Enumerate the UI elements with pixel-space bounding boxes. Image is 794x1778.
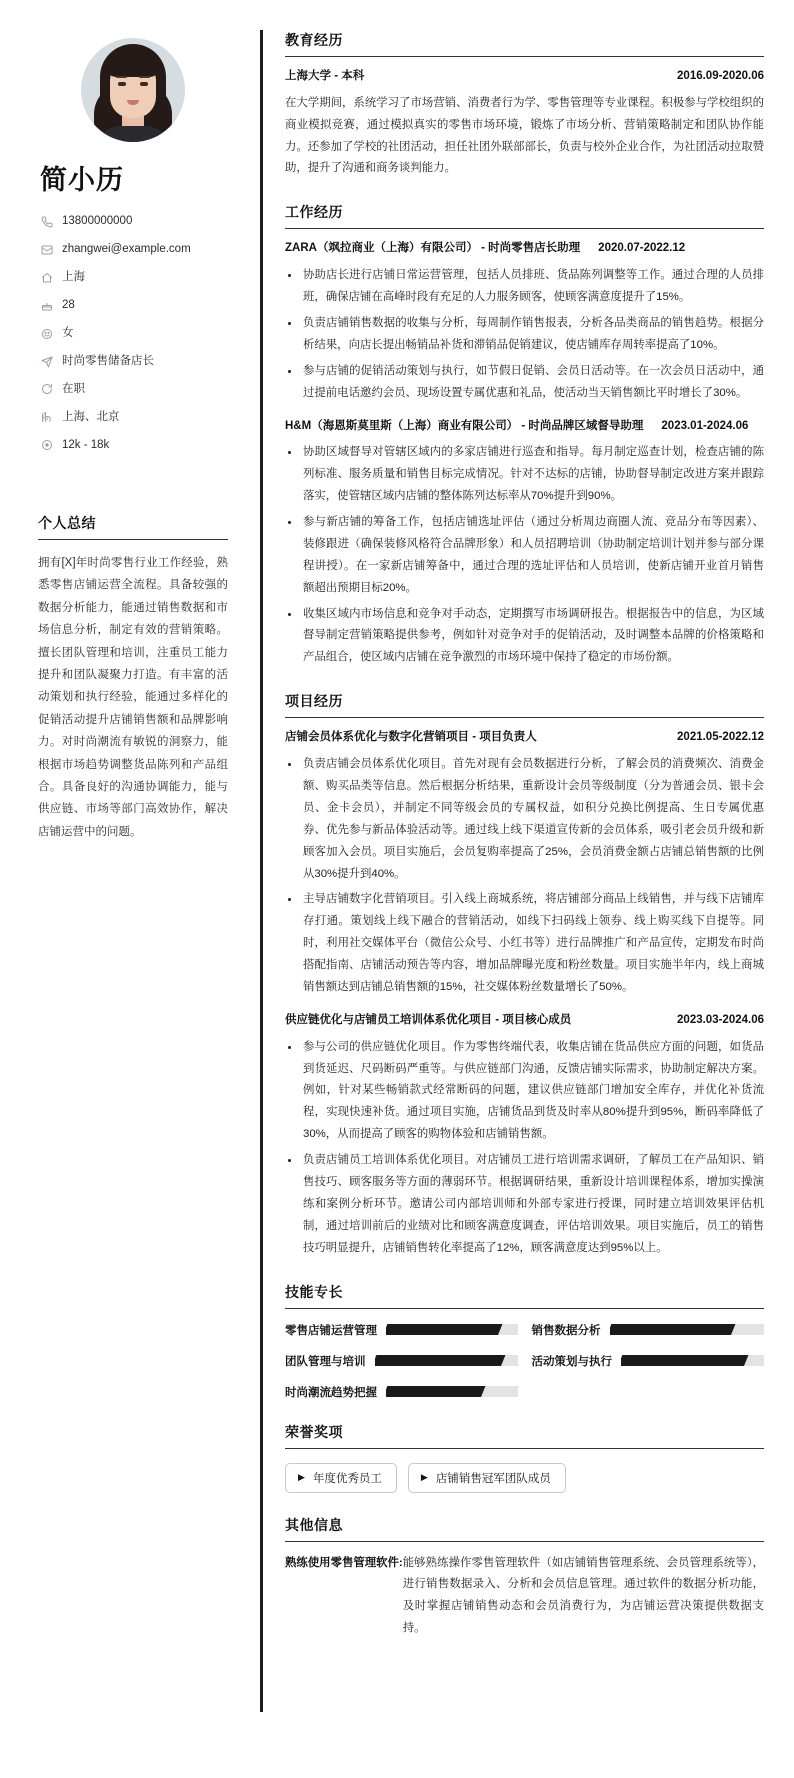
section-title-work: 工作经历 bbox=[285, 204, 343, 221]
skill-progress-fill bbox=[386, 1386, 485, 1397]
list-item: 参与店铺的促销活动策划与执行，如节假日促销、会员日活动等。在一次会员日活动中，通过提前电话邀约会员、现场设置专属优惠和礼品，使活动当天销售额比平时增长了30%。 bbox=[285, 361, 764, 405]
list-item: 负责店铺销售数据的收集与分析，每周制作销售报表，分析各品类商品的销售趋势。根据分析结果，向店长提出畅销品补货和滞销品促销建议，使店铺库存周转率提高了10%。 bbox=[285, 313, 764, 357]
info-item-city bbox=[38, 270, 228, 285]
work-entry-title: ZARA（飒拉商业（上海）有限公司） - 时尚零售店长助理 bbox=[285, 242, 581, 255]
city-icon bbox=[38, 410, 56, 424]
skill-progress-track bbox=[386, 1386, 518, 1397]
skill-progress-fill bbox=[621, 1355, 748, 1366]
coin-icon bbox=[38, 438, 56, 452]
section-title-education: 教育经历 bbox=[285, 32, 343, 48]
info-value-city: 上海 bbox=[62, 271, 85, 284]
skill-label: 活动策划与执行 bbox=[531, 1355, 612, 1368]
section-title-projects: 项目经历 bbox=[285, 693, 343, 710]
other-info-label: 熟练使用零售管理软件: bbox=[285, 1556, 403, 1569]
info-value-phone: 13800000000 bbox=[62, 215, 133, 228]
section-rule-awards bbox=[285, 1448, 764, 1449]
award-label: 年度优秀员工 bbox=[312, 1472, 382, 1485]
project-entry-title: 店铺会员体系优化与数字化营销项目 - 项目负责人 bbox=[285, 731, 537, 744]
info-value-email: zhangwei@example.com bbox=[62, 243, 191, 256]
info-item-phone bbox=[38, 214, 228, 229]
skill-progress-fill bbox=[375, 1355, 505, 1366]
info-value-position: 时尚零售储备店长 bbox=[62, 355, 154, 368]
other-info-value: 能够熟练操作零售管理软件（如店铺销售管理系统、会员管理系统等），进行销售数据录入、分析和会员信息管理。通过软件的数据分析功能，及时掌握店铺销售动态和会员消费行为，为店铺运营决策提供数据支持。 bbox=[402, 1556, 764, 1635]
info-item-salary bbox=[38, 438, 228, 453]
section-rule-skills bbox=[285, 1308, 764, 1309]
skill-item bbox=[532, 1353, 765, 1369]
sidebar bbox=[0, 0, 260, 1778]
skill-item bbox=[285, 1322, 518, 1338]
list-item: 负责店铺会员体系优化项目。首先对现有会员数据进行分析，了解会员的消费频次、消费金额、购买品类等信息。然后根据分析结果，重新设计会员等级制度（分为普通会员、银卡会员、金卡会员），并制定不同等级会员的专属权益，如积分兑换比例提高、生日专属优惠券、优先参与新品体验活动等。通过线上线下渠道宣传新的会员体系，吸引老会员升级和新顾客加入会员。项目实施后，会员复购率提高了25%，会员消费金额占店铺总销售额的比例从30%提升到40%。 bbox=[285, 754, 764, 885]
education-entry-date: 2016.09-2020.06 bbox=[677, 70, 764, 82]
skill-progress-fill bbox=[610, 1324, 735, 1335]
main-content bbox=[263, 0, 794, 1778]
work-entry-date: 2023.01-2024.06 bbox=[661, 419, 749, 432]
avatar bbox=[81, 38, 185, 142]
work-entry-title: H&M（海恩斯莫里斯（上海）商业有限公司） - 时尚品牌区域督导助理 bbox=[285, 419, 644, 432]
envelope-icon bbox=[38, 243, 56, 257]
section-rule-work bbox=[285, 228, 764, 229]
project-entry-bullets bbox=[285, 1037, 764, 1260]
project-entry-bullets bbox=[285, 754, 764, 999]
refresh-icon bbox=[38, 382, 56, 396]
list-item: 负责店铺员工培训体系优化项目。对店铺员工进行培训需求调研，了解员工在产品知识、销售技巧、顾客服务等方面的薄弱环节。根据调研结果，重新设计培训课程体系，增加实操演练和案例分析环节。邀请公司内部培训师和外部专家进行授课，同时建立培训效果评估机制，通过培训前后的业绩对比和顾客满意度调查，评估培训效果。项目实施后，员工的销售技巧明显提升，店铺销售转化率提高了12%，顾客满意度达到95%以上。 bbox=[285, 1150, 764, 1259]
skill-label: 销售数据分析 bbox=[531, 1324, 601, 1337]
list-item: 协助区域督导对管辖区域内的多家店铺进行巡查和指导。每月制定巡查计划，检查店铺的陈列标准、服务质量和销售目标完成情况。针对不达标的店铺，协助督导制定改进方案并跟踪落实，使管辖区域内店铺的整体陈列达标率从70%提升到90%。 bbox=[285, 442, 764, 508]
gender-icon bbox=[38, 327, 56, 341]
personal-summary-block bbox=[38, 513, 228, 843]
award-badge[interactable] bbox=[408, 1463, 566, 1493]
info-value-salary: 12k - 18k bbox=[62, 438, 110, 451]
list-item: 收集区域内市场信息和竞争对手动态，定期撰写市场调研报告。根据报告中的信息，为区域督导制定营销策略提供参考，例如针对竞争对手的促销活动，及时调整本品牌的价格策略和产品组合，使区域内店铺在竞争激烈的市场环境中保持了稳定的市场份额。 bbox=[285, 604, 764, 670]
info-item-email bbox=[38, 242, 228, 257]
section-rule-projects bbox=[285, 717, 764, 718]
triangle-right-icon: ▶ bbox=[298, 1472, 305, 1483]
awards-list bbox=[285, 1460, 764, 1493]
info-item-status bbox=[38, 382, 228, 397]
triangle-right-icon: ▶ bbox=[420, 1472, 428, 1483]
section-other-info bbox=[285, 1515, 764, 1641]
info-item-gender bbox=[38, 326, 228, 341]
work-entry-head bbox=[285, 418, 764, 436]
list-item: 参与新店铺的筹备工作，包括店铺选址评估（通过分析周边商圈人流、竞品分布等因素）、装修跟进（确保装修风格符合品牌形象）和人员招聘培训（协助制定培训计划并参与部分课程讲授）。在一家新店铺筹备中，通过合理的选址评估和人员培训，使新店铺开业首月销售额超出预期目标20%。 bbox=[285, 512, 764, 600]
award-badge[interactable] bbox=[285, 1463, 397, 1493]
skill-item bbox=[285, 1384, 518, 1400]
education-entry bbox=[285, 68, 764, 180]
info-value-status: 在职 bbox=[62, 383, 85, 396]
work-entry-bullets bbox=[285, 442, 764, 669]
section-skills bbox=[285, 1282, 764, 1400]
info-value-gender: 女 bbox=[62, 327, 74, 340]
skill-label: 零售店铺运营管理 bbox=[285, 1324, 377, 1337]
work-entry-bullets bbox=[285, 265, 764, 404]
personal-summary-rule bbox=[38, 539, 228, 540]
other-info-row bbox=[285, 1553, 764, 1641]
project-entry-head bbox=[285, 1012, 764, 1030]
info-item-preferred-cities bbox=[38, 410, 228, 425]
skill-progress-track bbox=[386, 1324, 518, 1335]
personal-summary-heading: 个人总结 bbox=[38, 514, 96, 531]
skill-item bbox=[532, 1322, 765, 1338]
project-entry bbox=[285, 1012, 764, 1260]
project-entry-date: 2023.03-2024.06 bbox=[677, 1013, 764, 1026]
project-entry-date: 2021.05-2022.12 bbox=[677, 731, 764, 744]
info-item-age bbox=[38, 298, 228, 313]
work-entry bbox=[285, 240, 764, 404]
education-entry-title: 上海大学 - 本科 bbox=[285, 70, 365, 82]
section-awards bbox=[285, 1422, 764, 1493]
info-item-position bbox=[38, 354, 228, 369]
award-label: 店铺销售冠军团队成员 bbox=[435, 1472, 551, 1485]
contact-info-list bbox=[38, 214, 228, 452]
personal-summary-text: 拥有[X]年时尚零售行业工作经验，熟悉零售店铺运营全流程。具备较强的数据分析能力，能通过销售数据和市场信息分析，制定有效的营销策略。擅长团队管理和培训，注重员工能力提升和团队凝聚力打造。有丰富的活动策划和执行经验，能通过多样化的促销活动提升店铺销售额和品牌影响力。对时尚潮流有敏锐的洞察力，能根据市场趋势调整货品陈列和产品组合。具备良好的沟通协调能力，能与供应链、市场等部门高效协作，解决店铺运营中的问题。 bbox=[38, 556, 228, 838]
section-rule-other-info bbox=[285, 1541, 764, 1542]
education-entry-desc: 在大学期间，系统学习了市场营销、消费者行为学、零售管理等专业课程。积极参与学校组织的商业模拟竞赛，通过模拟真实的零售市场环境，锻炼了市场分析、营销策略制定和团队协作能力。还参加了学校的社团活动，担任社团外联部部长，负责与校外企业合作，为社团活动拉取赞助，提升了沟通和商务谈判能力。 bbox=[285, 96, 764, 175]
paper-plane-icon bbox=[38, 355, 56, 369]
cake-icon bbox=[38, 299, 56, 313]
list-item: 主导店铺数字化营销项目。引入线上商城系统，将店铺部分商品上线销售，并与线下店铺库存打通。策划线上线下融合的营销活动，如线下扫码线上领券、线上购买线下自提等。同时，利用社交媒体平台（微信公众号、小红书等）进行品牌推广和产品宣传，定期发布时尚搭配指南、店铺活动预告等内容，增加品牌曝光度和粉丝数量。项目实施半年内，线上商城销售额达到店铺总销售额的15%，社交媒体粉丝数量增长了50%。 bbox=[285, 889, 764, 998]
project-entry-title: 供应链优化与店铺员工培训体系优化项目 - 项目核心成员 bbox=[285, 1013, 572, 1026]
project-entry-head bbox=[285, 729, 764, 747]
home-icon bbox=[38, 271, 56, 285]
skill-label: 团队管理与培训 bbox=[285, 1355, 366, 1368]
skill-progress-track bbox=[610, 1324, 765, 1335]
section-projects bbox=[285, 691, 764, 1259]
skill-item bbox=[285, 1353, 518, 1369]
section-education bbox=[285, 30, 764, 180]
section-title-other-info: 其他信息 bbox=[285, 1516, 343, 1533]
section-work bbox=[285, 202, 764, 669]
work-entry bbox=[285, 418, 764, 670]
skills-grid bbox=[285, 1320, 764, 1400]
section-title-awards: 荣誉奖项 bbox=[285, 1423, 343, 1440]
skill-label: 时尚潮流趋势把握 bbox=[285, 1386, 377, 1399]
phone-icon bbox=[38, 215, 56, 229]
list-item: 参与公司的供应链优化项目。作为零售终端代表，收集店铺在货品供应方面的问题，如货品到货延迟、尺码断码严重等。与供应链部门沟通，反馈店铺实际需求，协助制定解决方案。例如，针对某些畅销款式经常断码的问题，建议供应链部门增加安全库存，并优化补货流程，实现快速补货。通过项目实施，店铺货品到货及时率从80%提升到95%，断码率降低了30%，从而提高了顾客的购物体验和店铺销售额。 bbox=[285, 1037, 764, 1146]
project-entry bbox=[285, 729, 764, 999]
skill-progress-track bbox=[375, 1355, 518, 1366]
info-value-age: 28 bbox=[62, 299, 75, 312]
section-title-skills: 技能专长 bbox=[285, 1283, 343, 1300]
education-entry-head bbox=[285, 68, 764, 86]
work-entry-date: 2020.07-2022.12 bbox=[598, 242, 686, 255]
avatar-container bbox=[38, 38, 228, 142]
list-item: 协助店长进行店铺日常运营管理，包括人员排班、货品陈列调整等工作。通过合理的人员排班，确保店铺在高峰时段有充足的人力服务顾客，使顾客满意度提升了15%。 bbox=[285, 265, 764, 309]
skill-progress-fill bbox=[386, 1324, 502, 1335]
skill-progress-track bbox=[621, 1355, 764, 1366]
work-entry-head bbox=[285, 240, 764, 258]
candidate-name: 简小历 bbox=[40, 165, 124, 195]
info-value-preferred-cities: 上海、北京 bbox=[62, 410, 120, 423]
section-rule-education bbox=[285, 56, 764, 57]
